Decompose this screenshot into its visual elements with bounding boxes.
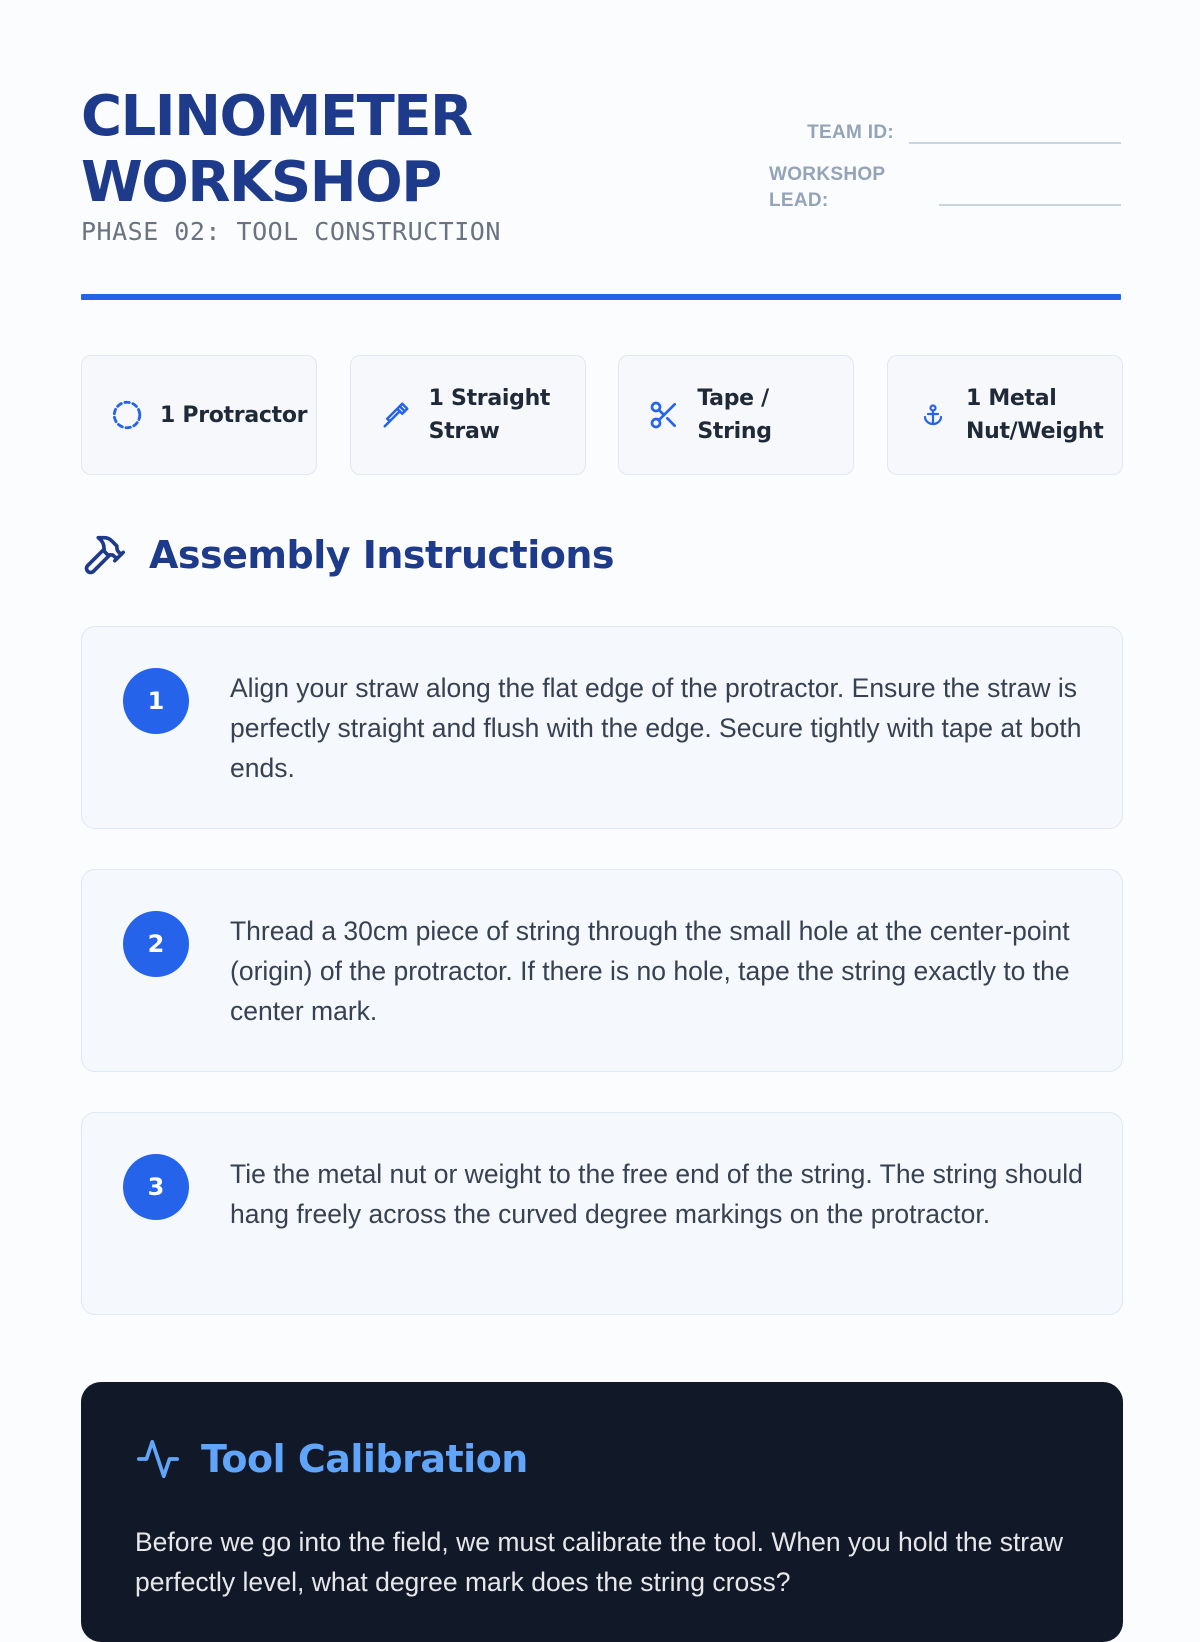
hammer-icon xyxy=(81,532,127,578)
step-card xyxy=(81,626,1123,829)
step-number-badge: 1 xyxy=(123,668,189,734)
material-card-weight xyxy=(887,355,1123,475)
anchor-icon xyxy=(916,398,950,432)
step-card xyxy=(81,869,1123,1072)
calibration-title: Tool Calibration xyxy=(201,1437,528,1481)
material-label: 1 Metal Nut/Weight xyxy=(965,386,1104,444)
assembly-steps xyxy=(81,626,1123,1355)
material-label: Tape / String xyxy=(697,386,772,444)
team-id-field[interactable] xyxy=(909,141,1121,144)
page-subtitle: PHASE 02: TOOL CONSTRUCTION xyxy=(81,217,501,246)
step-text: Align your straw along the flat edge of the protractor. Ensure the straw is perfectly straight and flush with the edge. Secure tightly with tape at both ends. xyxy=(230,673,1082,783)
step-text: Tie the metal nut or weight to the free end of the string. The string should hang freely across the curved degree markings on the protractor. xyxy=(230,1159,1083,1229)
page-header xyxy=(81,84,1121,294)
step-card xyxy=(81,1112,1123,1315)
calibration-text: Before we go into the field, we must calibrate the tool. When you hold the straw perfectly level, what degree mark does the string cross? xyxy=(135,1527,1064,1597)
material-label: 1 Protractor xyxy=(160,402,308,428)
team-id-label: TEAM ID: xyxy=(807,122,894,143)
materials-list xyxy=(81,355,1123,475)
team-id-row xyxy=(807,120,1121,146)
workshop-lead-label: WORKSHOP LEAD: xyxy=(769,164,886,211)
step-number-badge: 2 xyxy=(123,911,189,977)
header-divider xyxy=(81,294,1121,300)
scissors-icon xyxy=(647,398,681,432)
assembly-title: Assembly Instructions xyxy=(149,533,615,577)
calibration-panel xyxy=(81,1382,1123,1642)
material-label: 1 Straight Straw xyxy=(428,386,551,444)
step-text: Thread a 30cm piece of string through the small hole at the center-point (origin) of the protractor. If there is no hole, tape the string exactly to the center mark. xyxy=(230,916,1070,1026)
step-number-badge: 3 xyxy=(123,1154,189,1220)
material-card-tape-string xyxy=(618,355,854,475)
straw-icon xyxy=(379,398,413,432)
activity-icon xyxy=(135,1436,181,1482)
material-card-protractor xyxy=(81,355,317,475)
calibration-heading xyxy=(135,1436,528,1482)
material-card-straw xyxy=(350,355,586,475)
workshop-lead-field[interactable] xyxy=(939,203,1121,206)
workshop-lead-row xyxy=(769,162,1121,214)
assembly-heading xyxy=(81,532,614,578)
page-title: CLINOMETER WORKSHOP xyxy=(81,84,472,215)
protractor-icon xyxy=(110,398,144,432)
